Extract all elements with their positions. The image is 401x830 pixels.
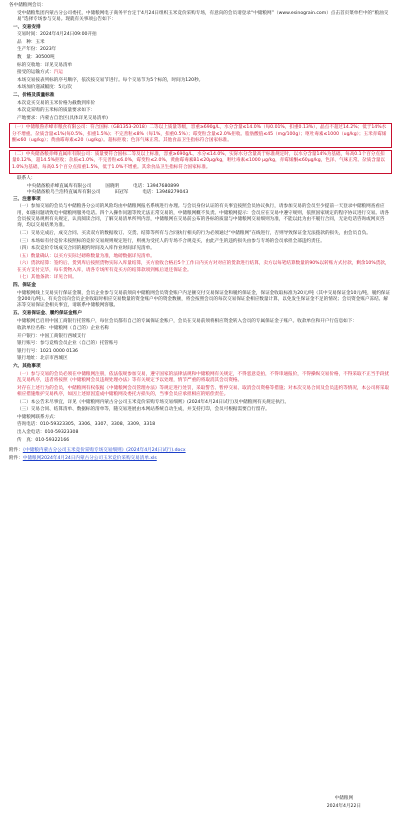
account-intro: 中储粮网已启用中国工商银行托管账户，每位会员都有自己的专属保证金账户，会员在交易前须将相应资金转入会员的专属保证金子账户。收款单位和开户行信息如下：	[17, 318, 357, 324]
other-4: （三）交易合同、结算清单、数据标的清单等，随交易进展由本网站系统自动生成，并支持打印，会员可根据需要自行留存。	[17, 407, 270, 413]
contact-label: 中储粮网联系方式：	[17, 414, 59, 420]
account-number: 银行账号：参与竞购会员企业（自己的）托管账号	[17, 341, 119, 347]
transport-label: 接受的运输方式：	[17, 70, 54, 76]
attachment-link-list[interactable]: 中储粮网2024年4月24日内蒙古分公司玉米竞价采购交易清单.xls	[22, 455, 157, 461]
origin-requirement: 产地要求：内蒙古自治区(具体详见交易清单)	[17, 115, 108, 121]
fax: 传 真：010-59322166	[17, 437, 70, 443]
signature-date: 2024年4月22日	[326, 803, 361, 809]
quality-spec-2: （二）中央储备粮赤峰直属库有限公司：质量要符合国标二等及以上标准，容重≥690g/L，水分≤14.0%，实际水分含量高于标准规定时，以水分含量14%为基础，每高0.1个百分点扣量0.12%，超14.5%拒收；杂质≤1.0%，不完善粒≤6.0%，霉变粒≤2.0%，黄曲霉毒素B1≤20μg/kg，呕吐毒素≤1000 μg/kg，赤霉烯酮≤60μg/kg，色泽、气味正常。杂质含量以1.0%为基础，每高0.5个百分点扣重1.5%，低于1.0%不增重。其余食品卫生指标符合国家标准。	[12, 151, 386, 170]
bank-name: 开户银行：中国工商银行西城支行	[17, 333, 86, 339]
other-2: 对存在上述行为的会员，中储粮网有权依据《中储粮网会员管理办法》等规定进行处罚，采取警告、暂停交易、取消会员资格等措施；对本次交易合同及会员违约等情况，本公司将采取相应措施维护交易秩序，如因上述原因造成中储粮网及委托方损失的，当事会员应承担相应的赔偿责任。	[17, 385, 390, 398]
contact-name: 国晓明	[105, 183, 120, 189]
quality-block-1	[9, 123, 392, 147]
trade-order-note: 本场交易按表列标的序号顺序，依次按交易节进行。每个交易节为5个标的，时间为120秒。	[17, 77, 204, 83]
notice-6: （六）货款结算：签约后、货到库后按照货物实际入库量结算，买方验收合格后5个工作日内买方对对应的货款进行结算，卖方以每笔结算数量的90%以转账方式付款，剩余10%货款，在买方支付完毕，每车货物入库，请各专场所有竞买方的结算款项到帐后退还保证金。	[17, 261, 390, 273]
transport-value: 汽运	[53, 70, 63, 76]
other-1: （一）参与交易的会员必须在中储粮网注册，依法依规参加交易，遵守国家的法律法规和中储粮网有关规定，不得恶意竞拍，不得串通报价，不得操纵交易价格，不得采取不正当手段扰乱交易秩序，违者将按照《中储粮网会员违规处理办法》等有关规定予以处理，情节严重的将取消其会员资格。	[17, 371, 390, 384]
notice-1: （一）参加交易的会员与中储粮各分公司的风险均由中储粮网报名系统进行办理。与会员身份认证的有关事宜按照会员协议执行，请参加交易的会员至少提前一天登录中储粮网查看应用，如遇问题请致电中储粮网服务电话。四个入操作问题等致无法正常交易的，中储粮网概不负责。中储粮网提示：会员应在交易中遵守规则，依照国家规定的程序协议进行交易。请各会员按交易规则有关规定，认真阅读合同，了解交易清单所列内容，中储粮网在交易前公布的各标的质量与中储粮网交易细则为准，不能以此为由不履行合同，无论电话咨询或网页咨询，均以交易结果为准。	[17, 204, 390, 229]
quality-intro: 本次竞采购的玉米标的质量要求如下：	[17, 108, 96, 114]
notice-2: （二）交易完成后，成交合同、买卖双方的数据收订、交货、结算等所有与合同执行相关的行为必须通过“中储粮网”在线进行，否则导致保证金无法拨款的损失，由会员自负。	[17, 230, 371, 236]
section-6-title: 六、其他事项	[13, 364, 41, 370]
account-name: 收款单位名称：中储粮网（自己的）企业名称	[17, 326, 109, 332]
contact-org: 中央储备粮赤峰直属库有限公司	[27, 183, 92, 189]
section-2-title: 二、价格及质量标准	[13, 92, 55, 98]
quantity: 数 量：30500吨	[17, 54, 55, 60]
transport-method	[9, 70, 392, 76]
quality-block-2	[9, 150, 392, 174]
contact-org: 中央储备粮乌兰浩特直属库有限公司	[27, 190, 101, 196]
section-4-title: 四、保证金	[13, 282, 36, 288]
greeting: 各中储粮网会员：	[9, 3, 46, 8]
section-5-title: 五、交易保证金、履约保证金账户	[13, 310, 82, 316]
price-basis: 本次竞买交易的玉米价格为截数到库价	[17, 100, 96, 106]
notice-3: （三）本场如有付竞价未按照标的竞价交易规则规定进行，则视为受托人的专场不合规竞买，由此产生的违约损失由参与专场的会员承担全部违约责任。	[17, 238, 325, 244]
contact-name: 田冠军	[114, 190, 129, 196]
bank-address: 银行地址：北京市西城区	[17, 356, 68, 362]
contact-phone: 电话：13948279043	[142, 190, 189, 196]
attachment-prefix: 附件：	[9, 448, 23, 454]
quality-spec-1: （一）中储粮鲁赤峰市粮食有限公司：符合国标（GB1353-2018）二等以上质量等级，容重≥690g/L，水分含量≤14.0%（每0.01%，扣重0.13%），晶点不超过14.2%；低于14%水分不增重。杂质含量≤1%(每0.5%，扣重1.5%)；不完善粒≤8%（每1%，扣重0.5%）；霉变粒含量≤2.0%拒收。脂肪酸值≤45（mg/100g）；呕吐毒素≤1000（ug/kg）；玉米赤霉烯酮≤60（ug/kg）；黄曲霉毒素≤20（ug/kg）。超标拒收；色泽气味正常。其他食品卫生指标符合国家标准。	[12, 125, 387, 144]
intro-paragraph: 受中储粮集团内蒙古分公司委托，中储粮网电子商务平台定于4月24日组织玉米竞价采购专场，有意向的会员请登录“中储粮网”（www.esinograin.com）点击首页菜单栏中的“粮油交易”选择专场参与交易。现就有关事项公告如下：	[17, 10, 389, 22]
section-1-title: 一、交易安排	[13, 24, 41, 30]
trade-time: 交易时间：2024年4月24日09:00开拍	[17, 32, 97, 38]
contact-title: 联系人：	[17, 176, 36, 182]
attachment-1	[9, 448, 392, 454]
hotline: 咨询电话：010-59323305、3306、3307、3308、3309、3318	[17, 422, 156, 428]
signature-org: 中储粮网	[334, 796, 354, 801]
variety: 品 种：玉米	[17, 39, 45, 45]
bank-code: 银行行号：1021 0000 0136	[17, 348, 78, 354]
notice-4: （四）本次竞价专场成交合同的履约时间及入库作业时间详见清单。	[17, 246, 155, 252]
notice-5: （五）数量确认：以买方实际过磅称数量为准，地磅数据详见清单。	[17, 253, 155, 259]
deposit-paragraph: 中储粮网线上交易实行保证金制，会员企业参与交易前须向中储粮网会员资金账户内足额交付交易保证金和履约保证金，保证金收取标准为20元/吨（其中交易保证金10元/吨，履约保证金200元/吨）。有关会员向会员企业收取时相应交易数量的资金账户中的资金数额，将会按照会员的每次交易保证金相应数量计算，以免发生保证金不足的情况；会员资金账户冻结、解冻等交易保证金相关事宜，请联系中储粮网客服。	[17, 290, 391, 309]
delivery-location: 标的交收地：详见交易清单	[17, 62, 73, 68]
production-year: 生产年份：2023年	[17, 47, 57, 53]
attachment-2	[9, 456, 392, 462]
attachment-prefix: 附件：	[9, 455, 23, 461]
other-3: （二）本公告未尽事宜，详见《中储粮网内蒙古分公司玉米竞价采购专场交易细则》(2024年4月24日试行)及中储粮网有关规定执行。	[17, 399, 290, 405]
contact-phone: 电话：13947680899	[133, 183, 180, 189]
funds-phone: 出入金电话：010-59323308	[17, 430, 79, 436]
price-step: 本场加价递减幅度：5元/次	[17, 85, 73, 91]
signature-block	[327, 796, 361, 811]
attachment-link-rules[interactable]: 《中储粮内蒙古分公司玉米竞价采购专场交易细则》(2024年4月24日试行).docx	[22, 448, 186, 454]
notice-7: （七）其他条款：详见合同。	[17, 275, 77, 281]
section-3-title: 三、注意事项	[13, 196, 41, 202]
